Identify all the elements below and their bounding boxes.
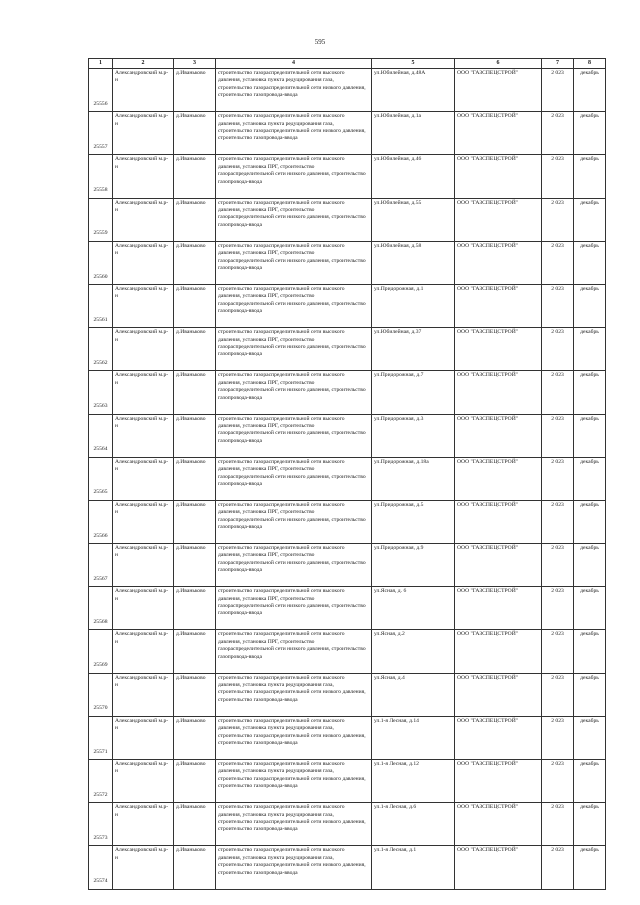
year-cell: 2 023 [542,198,574,241]
table-row [89,544,606,587]
month-cell: декабрь [574,284,606,327]
work-description-cell: строительство газораспределительной сети высокого давления, установка пункта редуцирования газа, строительство газораспределительной сети низкого давления, строительство газопровода-ввода [216,760,372,803]
row-number: 25565 [89,457,113,500]
address-cell: ул.Придорожная, д.18а [372,457,455,500]
header-cell: 6 [455,59,542,69]
contractor-cell: ООО "ГАЗСПЕЦСТРОЙ" [455,69,542,112]
year-cell: 2 023 [542,587,574,630]
address-cell: ул.Ясная, д.4 [372,673,455,716]
table-row [89,457,606,500]
table-row [89,760,606,803]
address-cell: ул.Придорожная, д.9 [372,544,455,587]
month-cell: декабрь [574,500,606,543]
month-cell: декабрь [574,241,606,284]
year-cell: 2 023 [542,544,574,587]
year-cell: 2 023 [542,457,574,500]
year-cell: 2 023 [542,155,574,198]
table-row [89,241,606,284]
month-cell: декабрь [574,155,606,198]
address-cell: ул.Придорожная, д.1 [372,284,455,327]
district-cell: Александровский м.р-н [113,328,174,371]
row-number: 25568 [89,587,113,630]
table-row [89,587,606,630]
month-cell: декабрь [574,544,606,587]
work-description-cell: строительство газораспределительной сети высокого давления, установка ПРГ, строительство газораспределительной сети низкого давления, строительство газопровода-ввода [216,155,372,198]
table-row [89,69,606,112]
header-cell: 3 [174,59,216,69]
address-cell: ул.1-я Лесная, д.12 [372,760,455,803]
contractor-cell: ООО "ГАЗСПЕЦСТРОЙ" [455,846,542,889]
settlement-cell: д.Иваньково [174,198,216,241]
contractor-cell: ООО "ГАЗСПЕЦСТРОЙ" [455,544,542,587]
work-description-cell: строительство газораспределительной сети высокого давления, установка пункта редуцирования газа, строительство газораспределительной сети низкого давления, строительство газопровода-ввода [216,112,372,155]
year-cell: 2 023 [542,284,574,327]
table-row [89,716,606,759]
month-cell: декабрь [574,803,606,846]
month-cell: декабрь [574,760,606,803]
year-cell: 2 023 [542,803,574,846]
district-cell: Александровский м.р-н [113,155,174,198]
contractor-cell: ООО "ГАЗСПЕЦСТРОЙ" [455,371,542,414]
settlement-cell: д.Иваньково [174,760,216,803]
table-row [89,198,606,241]
contractor-cell: ООО "ГАЗСПЕЦСТРОЙ" [455,500,542,543]
work-description-cell: строительство газораспределительной сети высокого давления, установка ПРГ, строительство газораспределительной сети низкого давления, строительство газопровода-ввода [216,500,372,543]
address-cell: ул.Ясная, д. 6 [372,587,455,630]
address-cell: ул.Придорожная, д.3 [372,414,455,457]
district-cell: Александровский м.р-н [113,803,174,846]
row-number: 25557 [89,112,113,155]
district-cell: Александровский м.р-н [113,544,174,587]
table-row [89,803,606,846]
row-number: 25574 [89,846,113,889]
row-number: 25571 [89,716,113,759]
table-row [89,630,606,673]
district-cell: Александровский м.р-н [113,760,174,803]
settlement-cell: д.Иваньково [174,69,216,112]
work-description-cell: строительство газораспределительной сети высокого давления, установка пункта редуцирования газа, строительство газораспределительной сети низкого давления, строительство газопровода-ввода [216,716,372,759]
year-cell: 2 023 [542,630,574,673]
contractor-cell: ООО "ГАЗСПЕЦСТРОЙ" [455,284,542,327]
month-cell: декабрь [574,630,606,673]
contractor-cell: ООО "ГАЗСПЕЦСТРОЙ" [455,155,542,198]
table-row [89,328,606,371]
header-row [89,59,606,69]
contractor-cell: ООО "ГАЗСПЕЦСТРОЙ" [455,241,542,284]
settlement-cell: д.Иваньково [174,587,216,630]
address-cell: ул.Юбилейная, д.58 [372,241,455,284]
settlement-cell: д.Иваньково [174,112,216,155]
year-cell: 2 023 [542,673,574,716]
work-description-cell: строительство газораспределительной сети высокого давления, установка ПРГ, строительство газораспределительной сети низкого давления, строительство газопровода-ввода [216,198,372,241]
work-description-cell: строительство газораспределительной сети высокого давления, установка ПРГ, строительство газораспределительной сети низкого давления, строительство газопровода-ввода [216,371,372,414]
work-description-cell: строительство газораспределительной сети высокого давления, установка ПРГ, строительство газораспределительной сети низкого давления, строительство газопровода-ввода [216,241,372,284]
contractor-cell: ООО "ГАЗСПЕЦСТРОЙ" [455,673,542,716]
year-cell: 2 023 [542,241,574,284]
month-cell: декабрь [574,328,606,371]
settlement-cell: д.Иваньково [174,500,216,543]
header-cell: 1 [89,59,113,69]
year-cell: 2 023 [542,414,574,457]
year-cell: 2 023 [542,716,574,759]
year-cell: 2 023 [542,500,574,543]
contractor-cell: ООО "ГАЗСПЕЦСТРОЙ" [455,803,542,846]
month-cell: декабрь [574,587,606,630]
district-cell: Александровский м.р-н [113,198,174,241]
page-number: 595 [314,38,326,46]
address-cell: ул.1-я Лесная, д.1 [372,846,455,889]
address-cell: ул.1-я Лесная, д.6 [372,803,455,846]
month-cell: декабрь [574,69,606,112]
district-cell: Александровский м.р-н [113,716,174,759]
row-number: 25572 [89,760,113,803]
row-number: 25566 [89,500,113,543]
table-row [89,371,606,414]
address-cell: ул.Придорожная, д.7 [372,371,455,414]
district-cell: Александровский м.р-н [113,630,174,673]
month-cell: декабрь [574,457,606,500]
settlement-cell: д.Иваньково [174,673,216,716]
row-number: 25569 [89,630,113,673]
row-number: 25563 [89,371,113,414]
month-cell: декабрь [574,198,606,241]
header-cell: 5 [372,59,455,69]
district-cell: Александровский м.р-н [113,284,174,327]
settlement-cell: д.Иваньково [174,846,216,889]
address-cell: ул.Ясная, д.2 [372,630,455,673]
year-cell: 2 023 [542,760,574,803]
table-row [89,112,606,155]
contractor-cell: ООО "ГАЗСПЕЦСТРОЙ" [455,198,542,241]
year-cell: 2 023 [542,112,574,155]
district-cell: Александровский м.р-н [113,69,174,112]
address-cell: ул.Юбилейная, д.1а [372,112,455,155]
work-description-cell: строительство газораспределительной сети высокого давления, установка ПРГ, строительство газораспределительной сети низкого давления, строительство газопровода-ввода [216,587,372,630]
contractor-cell: ООО "ГАЗСПЕЦСТРОЙ" [455,630,542,673]
settlement-cell: д.Иваньково [174,284,216,327]
header-cell: 2 [113,59,174,69]
settlement-cell: д.Иваньково [174,544,216,587]
table-row [89,414,606,457]
district-cell: Александровский м.р-н [113,241,174,284]
table-row [89,846,606,889]
settlement-cell: д.Иваньково [174,328,216,371]
address-cell: ул.Придорожная, д.5 [372,500,455,543]
settlement-cell: д.Иваньково [174,371,216,414]
month-cell: декабрь [574,673,606,716]
district-cell: Александровский м.р-н [113,673,174,716]
month-cell: декабрь [574,414,606,457]
header-cell: 7 [542,59,574,69]
year-cell: 2 023 [542,846,574,889]
table-row [89,500,606,543]
district-cell: Александровский м.р-н [113,846,174,889]
table-row [89,284,606,327]
year-cell: 2 023 [542,371,574,414]
contractor-cell: ООО "ГАЗСПЕЦСТРОЙ" [455,328,542,371]
contractor-cell: ООО "ГАЗСПЕЦСТРОЙ" [455,716,542,759]
header-cell: 8 [574,59,606,69]
row-number: 25558 [89,155,113,198]
row-number: 25570 [89,673,113,716]
contractor-cell: ООО "ГАЗСПЕЦСТРОЙ" [455,112,542,155]
work-description-cell: строительство газораспределительной сети высокого давления, установка ПРГ, строительство газораспределительной сети низкого давления, строительство газопровода-ввода [216,630,372,673]
work-description-cell: строительство газораспределительной сети высокого давления, установка ПРГ, строительство газораспределительной сети низкого давления, строительство газопровода-ввода [216,457,372,500]
address-cell: ул.Юбилейная, д.48А [372,69,455,112]
work-description-cell: строительство газораспределительной сети высокого давления, установка ПРГ, строительство газораспределительной сети низкого давления, строительство газопровода-ввода [216,284,372,327]
row-number: 25562 [89,328,113,371]
row-number: 25560 [89,241,113,284]
district-cell: Александровский м.р-н [113,414,174,457]
row-number: 25556 [89,69,113,112]
district-cell: Александровский м.р-н [113,587,174,630]
work-description-cell: строительство газораспределительной сети высокого давления, установка пункта редуцирования газа, строительство газораспределительной сети низкого давления, строительство газопровода-ввода [216,673,372,716]
month-cell: декабрь [574,371,606,414]
work-description-cell: строительство газораспределительной сети высокого давления, установка ПРГ, строительство газораспределительной сети низкого давления, строительство газопровода-ввода [216,328,372,371]
address-cell: ул.Юбилейная, д.55 [372,198,455,241]
work-description-cell: строительство газораспределительной сети высокого давления, установка пункта редуцирования газа, строительство газораспределительной сети низкого давления, строительство газопровода-ввода [216,803,372,846]
district-cell: Александровский м.р-н [113,112,174,155]
address-cell: ул.Юбилейная, д.46 [372,155,455,198]
contractor-cell: ООО "ГАЗСПЕЦСТРОЙ" [455,587,542,630]
month-cell: декабрь [574,846,606,889]
settlement-cell: д.Иваньково [174,155,216,198]
work-description-cell: строительство газораспределительной сети высокого давления, установка пункта редуцирования газа, строительство газораспределительной сети низкого давления, строительство газопровода-ввода [216,846,372,889]
settlement-cell: д.Иваньково [174,803,216,846]
settlement-cell: д.Иваньково [174,241,216,284]
contractor-cell: ООО "ГАЗСПЕЦСТРОЙ" [455,457,542,500]
month-cell: декабрь [574,716,606,759]
settlement-cell: д.Иваньково [174,630,216,673]
year-cell: 2 023 [542,328,574,371]
settlement-cell: д.Иваньково [174,414,216,457]
row-number: 25564 [89,414,113,457]
contractor-cell: ООО "ГАЗСПЕЦСТРОЙ" [455,760,542,803]
row-number: 25559 [89,198,113,241]
table-row [89,673,606,716]
year-cell: 2 023 [542,69,574,112]
row-number: 25561 [89,284,113,327]
table-row [89,155,606,198]
contractor-cell: ООО "ГАЗСПЕЦСТРОЙ" [455,414,542,457]
work-description-cell: строительство газораспределительной сети высокого давления, установка пункта редуцирования газа, строительство газораспределительной сети низкого давления, строительство газопровода-ввода [216,69,372,112]
work-description-cell: строительство газораспределительной сети высокого давления, установка ПРГ, строительство газораспределительной сети низкого давления, строительство газопровода-ввода [216,544,372,587]
address-cell: ул.1-я Лесная, д.14 [372,716,455,759]
header-cell: 4 [216,59,372,69]
row-number: 25567 [89,544,113,587]
district-cell: Александровский м.р-н [113,500,174,543]
district-cell: Александровский м.р-н [113,371,174,414]
row-number: 25573 [89,803,113,846]
district-cell: Александровский м.р-н [113,457,174,500]
month-cell: декабрь [574,112,606,155]
settlement-cell: д.Иваньково [174,457,216,500]
address-cell: ул.Юбилейная, д.37 [372,328,455,371]
work-description-cell: строительство газораспределительной сети высокого давления, установка ПРГ, строительство газораспределительной сети низкого давления, строительство газопровода-ввода [216,414,372,457]
gasification-table [88,58,606,890]
settlement-cell: д.Иваньково [174,716,216,759]
